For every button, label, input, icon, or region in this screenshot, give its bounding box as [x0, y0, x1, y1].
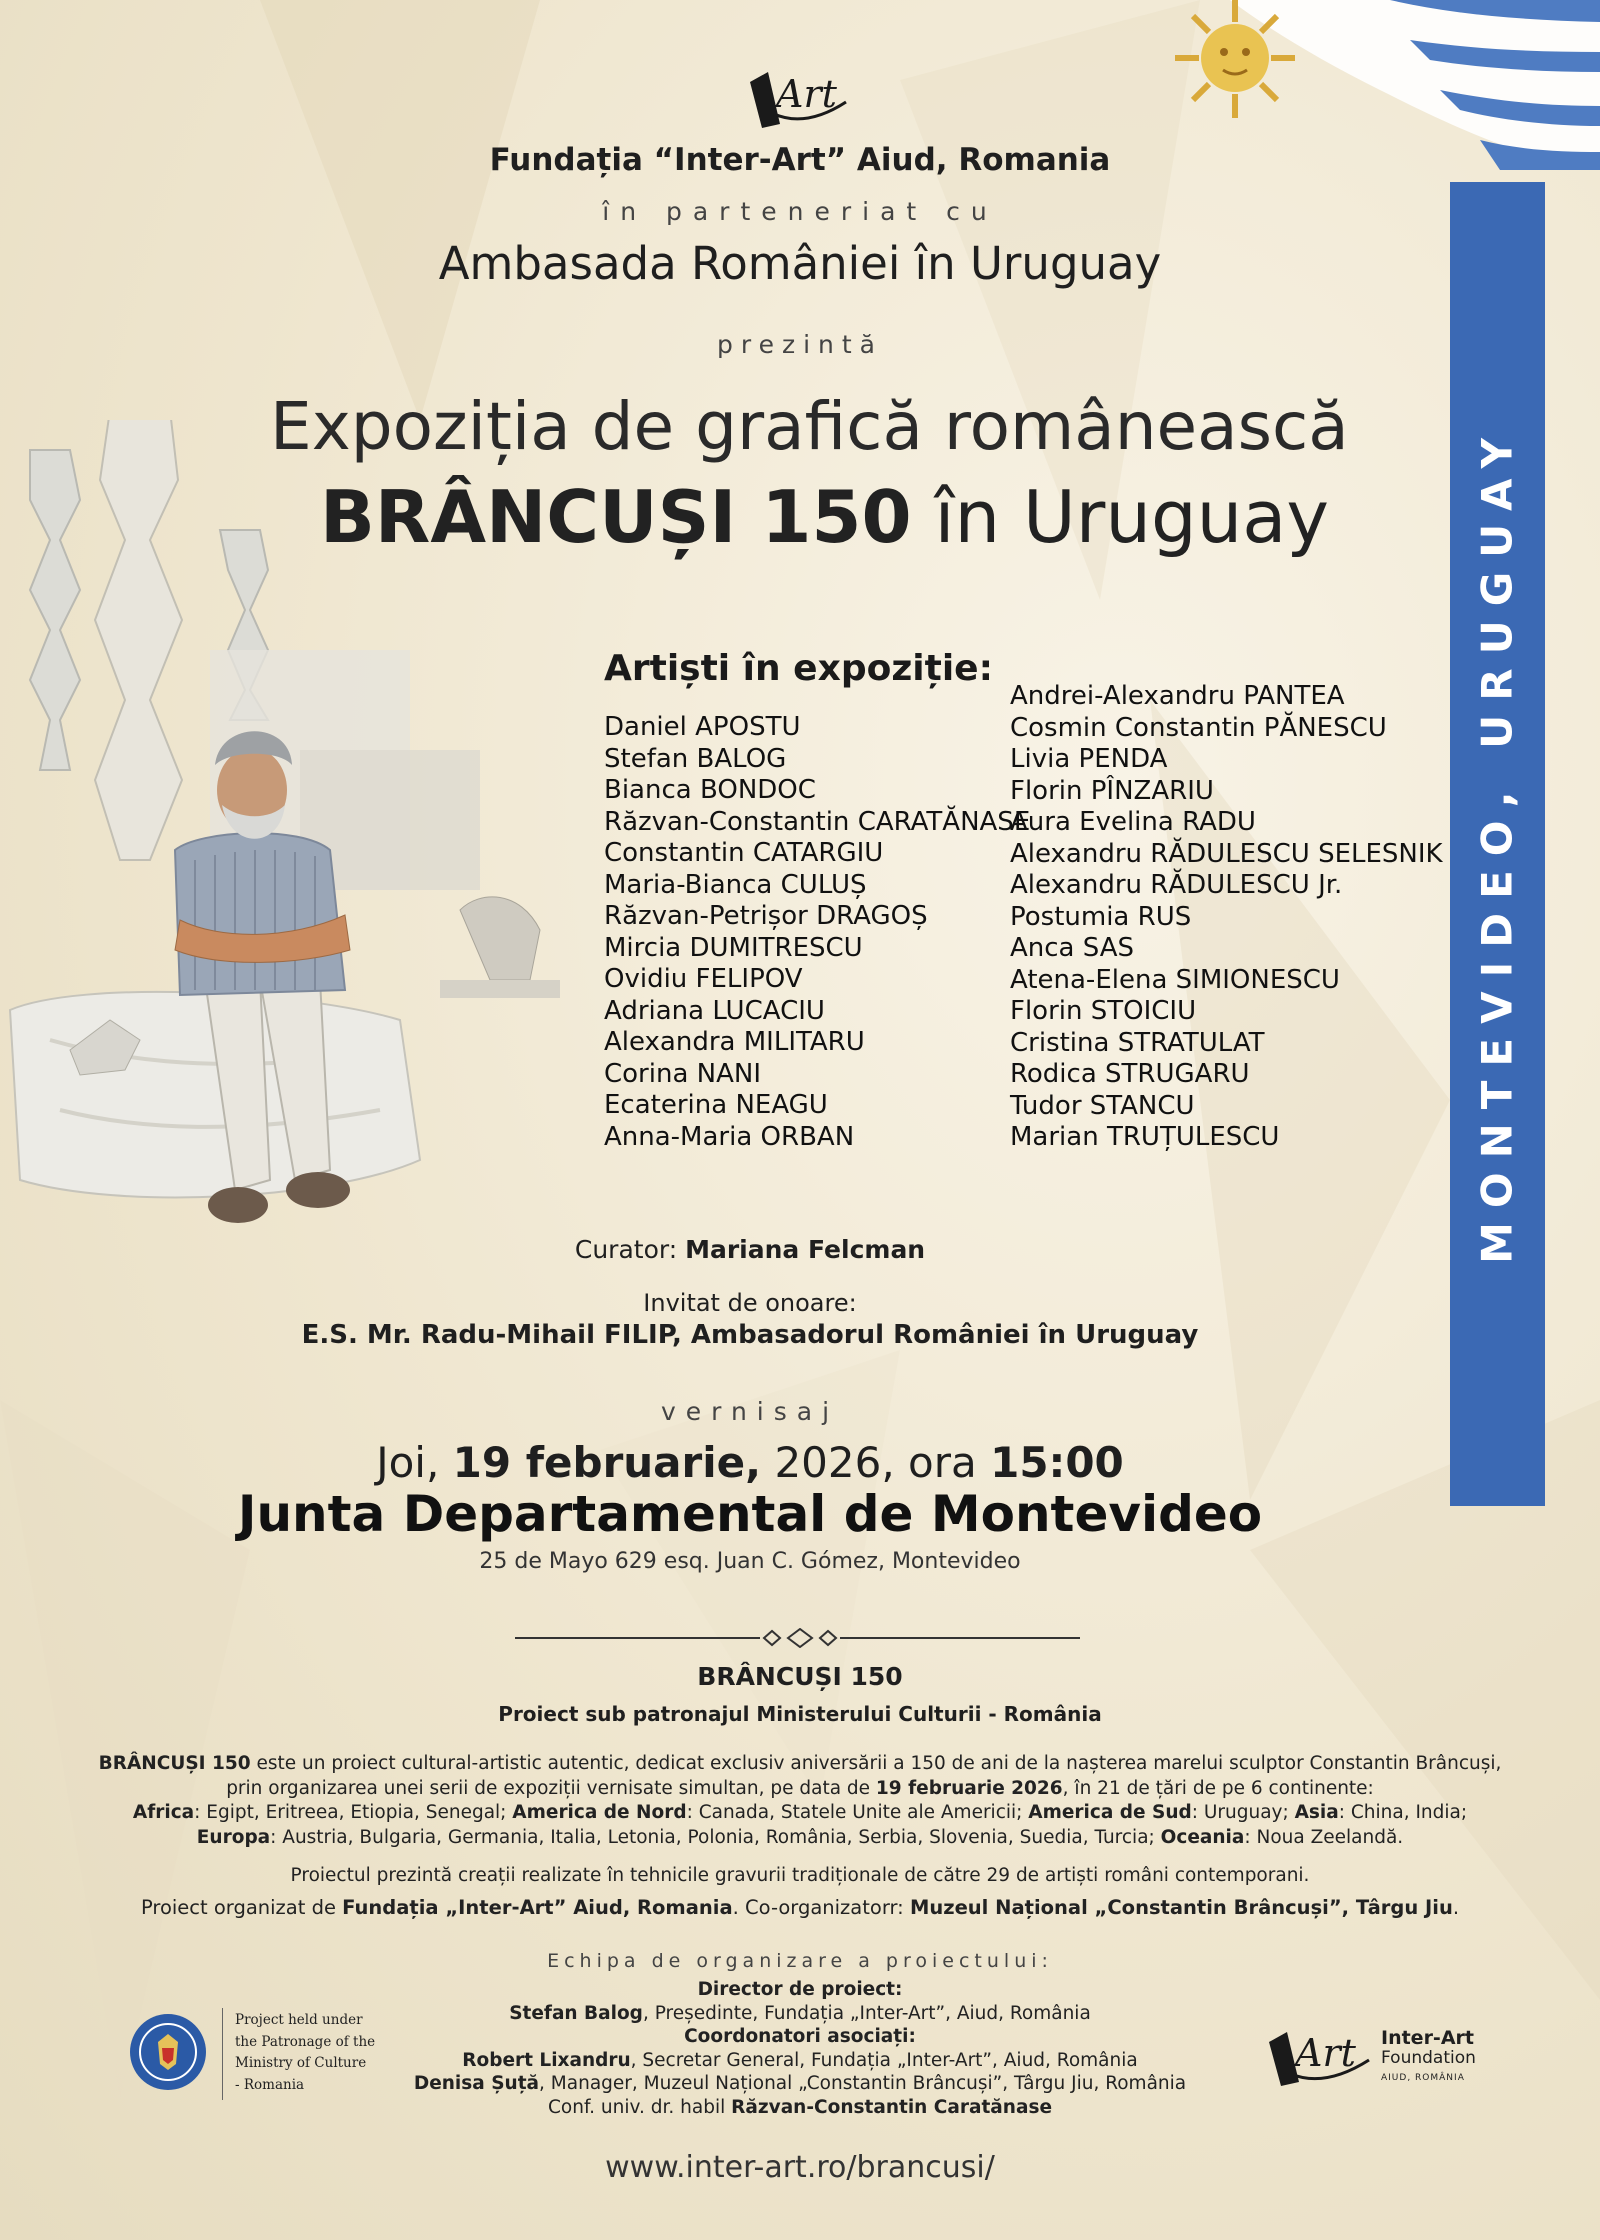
artist-first-name: Florin: [1010, 775, 1091, 806]
patronage-text-line: the Patronage of the: [235, 2033, 376, 2050]
divider-left: [515, 1637, 760, 1639]
artist-first-name: Răzvan-Constantin: [604, 806, 858, 837]
coord1-name: Robert Lixandru: [462, 2049, 631, 2071]
event-date: [0, 1438, 1500, 1487]
artist-last-name: FELIPOV: [695, 964, 803, 994]
artist-first-name: Ovidiu: [604, 964, 696, 994]
event-day: Joi,: [376, 1438, 440, 1487]
artist-name: [1010, 1028, 1443, 1060]
foundation-name-line1: Inter-Art: [1381, 2027, 1474, 2049]
coord2-role: , Manager, Muzeul Național „Constantin Brâncuși”, Târgu Jiu, România: [539, 2073, 1187, 2094]
foundation-place: AIUD, ROMÂNIA: [1381, 2073, 1465, 2083]
director-name: Stefan Balog: [509, 2002, 643, 2024]
divider-right: [840, 1637, 1080, 1639]
artist-last-name: DUMITRESCU: [689, 932, 863, 963]
artist-name: [1010, 776, 1443, 808]
artist-first-name: Anca: [1010, 933, 1083, 963]
coord-label: Coordonatori asociați:: [684, 2026, 916, 2047]
artist-last-name: CARATĂNASE: [857, 806, 1031, 837]
artist-first-name: Corina: [604, 1058, 697, 1089]
artist-last-name: RUS: [1137, 901, 1192, 932]
inter-art-foundation-logo: [1265, 2020, 1377, 2088]
artist-first-name: Stefan: [604, 743, 697, 774]
artist-last-name: STRATULAT: [1117, 1027, 1265, 1058]
artist-first-name: Alexandru: [1010, 838, 1151, 869]
artist-name: [604, 996, 1030, 1028]
artist-name: [604, 775, 1030, 807]
continents-line1: [0, 1801, 1600, 1826]
artist-last-name: SAS: [1082, 933, 1135, 963]
continent-countries: : Noua Zeelandă.: [1244, 1826, 1404, 1848]
brancusi-150-title: BRÂNCUȘI 150: [320, 475, 912, 559]
project-subtitle: Proiect sub patronajul Ministerului Culturii - România: [498, 1702, 1102, 1726]
artist-last-name: SIMIONESCU: [1175, 964, 1340, 995]
artist-name: [604, 1122, 1030, 1154]
artist-name: [604, 933, 1030, 965]
website-link[interactable]: www.inter-art.ro/brancusi/: [605, 2150, 995, 2185]
artist-name: [604, 838, 1030, 870]
artist-first-name: Atena-Elena: [1010, 964, 1176, 995]
divider-ornament: [760, 1628, 840, 1648]
patronage-text: [235, 2010, 375, 2096]
artist-first-name: Ecaterina: [604, 1090, 736, 1120]
artist-name: [604, 744, 1030, 776]
artist-first-name: Bianca: [604, 775, 700, 805]
artist-name: [604, 1059, 1030, 1091]
artist-last-name: RADU: [1182, 807, 1256, 837]
seal-divider: [222, 2008, 223, 2100]
continents-line2: [0, 1826, 1600, 1851]
artist-last-name: BALOG: [696, 743, 787, 774]
artist-last-name: NANI: [696, 1058, 762, 1089]
artist-last-name: PANTEA: [1243, 681, 1345, 711]
artist-first-name: Postumia: [1010, 901, 1138, 932]
continent-name: America de Nord: [512, 1802, 687, 1823]
artist-name: [1010, 744, 1443, 776]
artist-first-name: Andrei-Alexandru: [1010, 681, 1244, 711]
svg-text:Art: Art: [776, 72, 837, 116]
artist-first-name: Florin: [1010, 996, 1091, 1026]
artist-name: [604, 712, 1030, 744]
artist-name: [1010, 1059, 1443, 1091]
artist-last-name: STOICIU: [1090, 996, 1197, 1026]
continent-name: Europa: [196, 1826, 271, 1848]
organized-org: Fundația „Inter-Art” Aiud, Romania: [342, 1896, 733, 1919]
artist-name: [604, 1090, 1030, 1122]
project-description: [0, 1752, 1600, 1850]
event-year: 2026, ora: [774, 1438, 977, 1487]
artist-last-name: CATARGIU: [752, 838, 884, 868]
artist-name: [1010, 681, 1443, 713]
organized-end: .: [1452, 1896, 1460, 1919]
artist-first-name: Alexandru: [1010, 870, 1151, 900]
event-venue: Junta Departamental de Montevideo: [237, 1485, 1263, 1543]
artist-first-name: Anna-Maria: [604, 1121, 761, 1152]
artist-first-name: Rodica: [1010, 1059, 1106, 1089]
team-heading: Echipa de organizare a proiectului:: [547, 1950, 1053, 1972]
patronage-text-line: Project held under: [235, 2012, 363, 2028]
coord2-name: Denisa Șuță: [413, 2073, 540, 2094]
artist-last-name: LUCACIU: [712, 995, 825, 1026]
desc-line2a: prin organizarea unei serii de expoziții vernisate simultan, pe data de: [226, 1777, 876, 1799]
artist-name: [1010, 902, 1443, 934]
artist-last-name: BONDOC: [699, 775, 816, 805]
curator-name: Mariana Felcman: [685, 1235, 926, 1264]
artist-first-name: Livia: [1010, 744, 1079, 774]
guest-name: E.S. Mr. Radu-Mihail FILIP, Ambasadorul României în Uruguay: [301, 1320, 1199, 1350]
desc-line2b: , în 21 de țări de pe 6 continente:: [1062, 1777, 1374, 1799]
artist-name: [1010, 807, 1443, 839]
continent-countries: : Egipt, Eritreea, Etiopia, Senegal;: [194, 1802, 513, 1823]
location-banner-text: MONTEVIDEO, URUGUAY: [1472, 424, 1522, 1264]
artist-last-name: PÎNZARIU: [1090, 775, 1214, 806]
artist-last-name: MILITARU: [743, 1027, 865, 1057]
sun-of-may-icon: [1175, 0, 1295, 118]
event-date-bold: 19 februarie,: [452, 1438, 762, 1487]
artist-name: [604, 1027, 1030, 1059]
brancusi-illustration: [0, 420, 620, 1320]
artist-last-name: STANCU: [1089, 1090, 1195, 1121]
coord3-name: Răzvan-Constantin Caratănase: [731, 2096, 1052, 2118]
event-address: 25 de Mayo 629 esq. Juan C. Gómez, Montevideo: [479, 1549, 1021, 1574]
partner-name: Ambasada României în Uruguay: [438, 237, 1162, 290]
artist-last-name: PĂNESCU: [1263, 712, 1387, 743]
artist-name: [604, 901, 1030, 933]
continent-countries: : China, India;: [1338, 1802, 1468, 1823]
project-organizers: [0, 1896, 1600, 1919]
artist-last-name: TRUȚULESCU: [1106, 1122, 1280, 1152]
desc-line1: este un proiect cultural-artistic autentic, dedicat exclusiv aniversării a 150 de ani de la nașterea marelui sculptor Constantin Brâncuși,: [250, 1753, 1502, 1774]
coorg-name: Muzeul Național „Constantin Brâncuși”, Târgu Jiu: [909, 1896, 1453, 1919]
coord3-prefix: Conf. univ. dr. habil: [548, 2096, 732, 2118]
organized-label: Proiect organizat de: [140, 1896, 343, 1919]
artist-name: [604, 807, 1030, 839]
continent-name: Asia: [1294, 1802, 1339, 1823]
artist-first-name: Aura Evelina: [1010, 807, 1183, 837]
government-seal-icon: [128, 2012, 208, 2092]
artist-name: [1010, 870, 1443, 902]
artist-last-name: RĂDULESCU Jr.: [1150, 870, 1343, 900]
presents-label: prezintă: [716, 330, 883, 359]
continent-name: America de Sud: [1028, 1802, 1192, 1823]
artist-name: [1010, 996, 1443, 1028]
patronage-text-line: - Romania: [235, 2076, 305, 2093]
curator-label: Curator:: [574, 1235, 678, 1264]
desc-bold: BRÂNCUȘI 150: [98, 1753, 251, 1774]
artist-first-name: Daniel: [604, 712, 696, 742]
artist-last-name: RĂDULESCU SELESNIK: [1150, 838, 1443, 869]
inter-art-logo: [746, 62, 854, 130]
director-label: Director de proiect:: [697, 1979, 903, 2000]
continent-countries: : Uruguay;: [1191, 1802, 1295, 1823]
artists-list-right: [1010, 681, 1443, 1154]
artist-name: [1010, 965, 1443, 997]
continent-name: Africa: [132, 1802, 195, 1823]
artist-last-name: DRAGOȘ: [816, 901, 928, 931]
svg-text:Art: Art: [1295, 2031, 1356, 2075]
event-time: 15:00: [990, 1438, 1124, 1487]
exhibition-title: Expoziția de grafică românească: [270, 388, 1349, 465]
artist-name: [1010, 839, 1443, 871]
artist-first-name: Maria-Bianca: [604, 869, 781, 900]
artist-last-name: CULUȘ: [780, 869, 867, 900]
organizer-name: Fundația “Inter-Art” Aiud, Romania: [489, 142, 1111, 178]
artist-first-name: Adriana: [604, 995, 713, 1026]
artist-first-name: Tudor: [1010, 1090, 1090, 1121]
artist-first-name: Alexandra: [604, 1027, 744, 1057]
desc-date: 19 februarie 2026: [875, 1777, 1063, 1799]
coord1-role: , Secretar General, Fundația „Inter-Art”, Aiud, România: [630, 2049, 1138, 2071]
continent-countries: : Austria, Bulgaria, Germania, Italia, Letonia, Polonia, România, Serbia, Slovenia, Suedia, Turcia;: [270, 1826, 1161, 1848]
foundation-name-line2: Foundation: [1381, 2048, 1476, 2068]
project-title: BRÂNCUȘI 150: [697, 1662, 903, 1691]
partnership-label: în parteneriat cu: [602, 197, 998, 226]
vernissage-label: vernisaj: [660, 1397, 840, 1426]
guest-label: Invitat de onoare:: [643, 1289, 857, 1317]
coorg-label: . Co-organizatorr:: [732, 1896, 910, 1919]
artist-name: [1010, 1091, 1443, 1123]
artist-first-name: Constantin: [604, 838, 753, 868]
artists-heading: Artiști în expoziție:: [604, 648, 993, 689]
artist-name: [604, 964, 1030, 996]
artist-last-name: ORBAN: [760, 1121, 855, 1152]
artist-name: [1010, 933, 1443, 965]
artist-last-name: STRUGARU: [1105, 1059, 1250, 1089]
project-creations: Proiectul prezintă creații realizate în tehnicile gravurii tradiționale de către 29 de artiști români contemporani.: [290, 1865, 1310, 1886]
artist-first-name: Mircia: [604, 932, 690, 963]
curator-line: [0, 1235, 1500, 1264]
in-uruguay-title: în Uruguay: [934, 475, 1330, 559]
artist-first-name: Marian: [1010, 1122, 1107, 1152]
artist-name: [604, 870, 1030, 902]
artist-first-name: Cosmin Constantin: [1010, 712, 1264, 743]
artist-first-name: Cristina: [1010, 1027, 1118, 1058]
artist-last-name: APOSTU: [695, 712, 801, 742]
patronage-text-line: Ministry of Culture: [235, 2055, 367, 2071]
artist-first-name: Răzvan-Petrișor: [604, 901, 817, 931]
continent-countries: : Canada, Statele Unite ale Americii;: [686, 1802, 1029, 1823]
continent-name: Oceania: [1160, 1826, 1245, 1848]
artist-last-name: PENDA: [1078, 744, 1168, 774]
director-role: , Președinte, Fundația „Inter-Art”, Aiud, România: [642, 2002, 1091, 2024]
artist-name: [1010, 713, 1443, 745]
artist-last-name: NEAGU: [735, 1090, 828, 1120]
artists-list-left: [604, 712, 1030, 1153]
foundation-name: [1381, 2028, 1476, 2088]
artist-name: [1010, 1122, 1443, 1154]
